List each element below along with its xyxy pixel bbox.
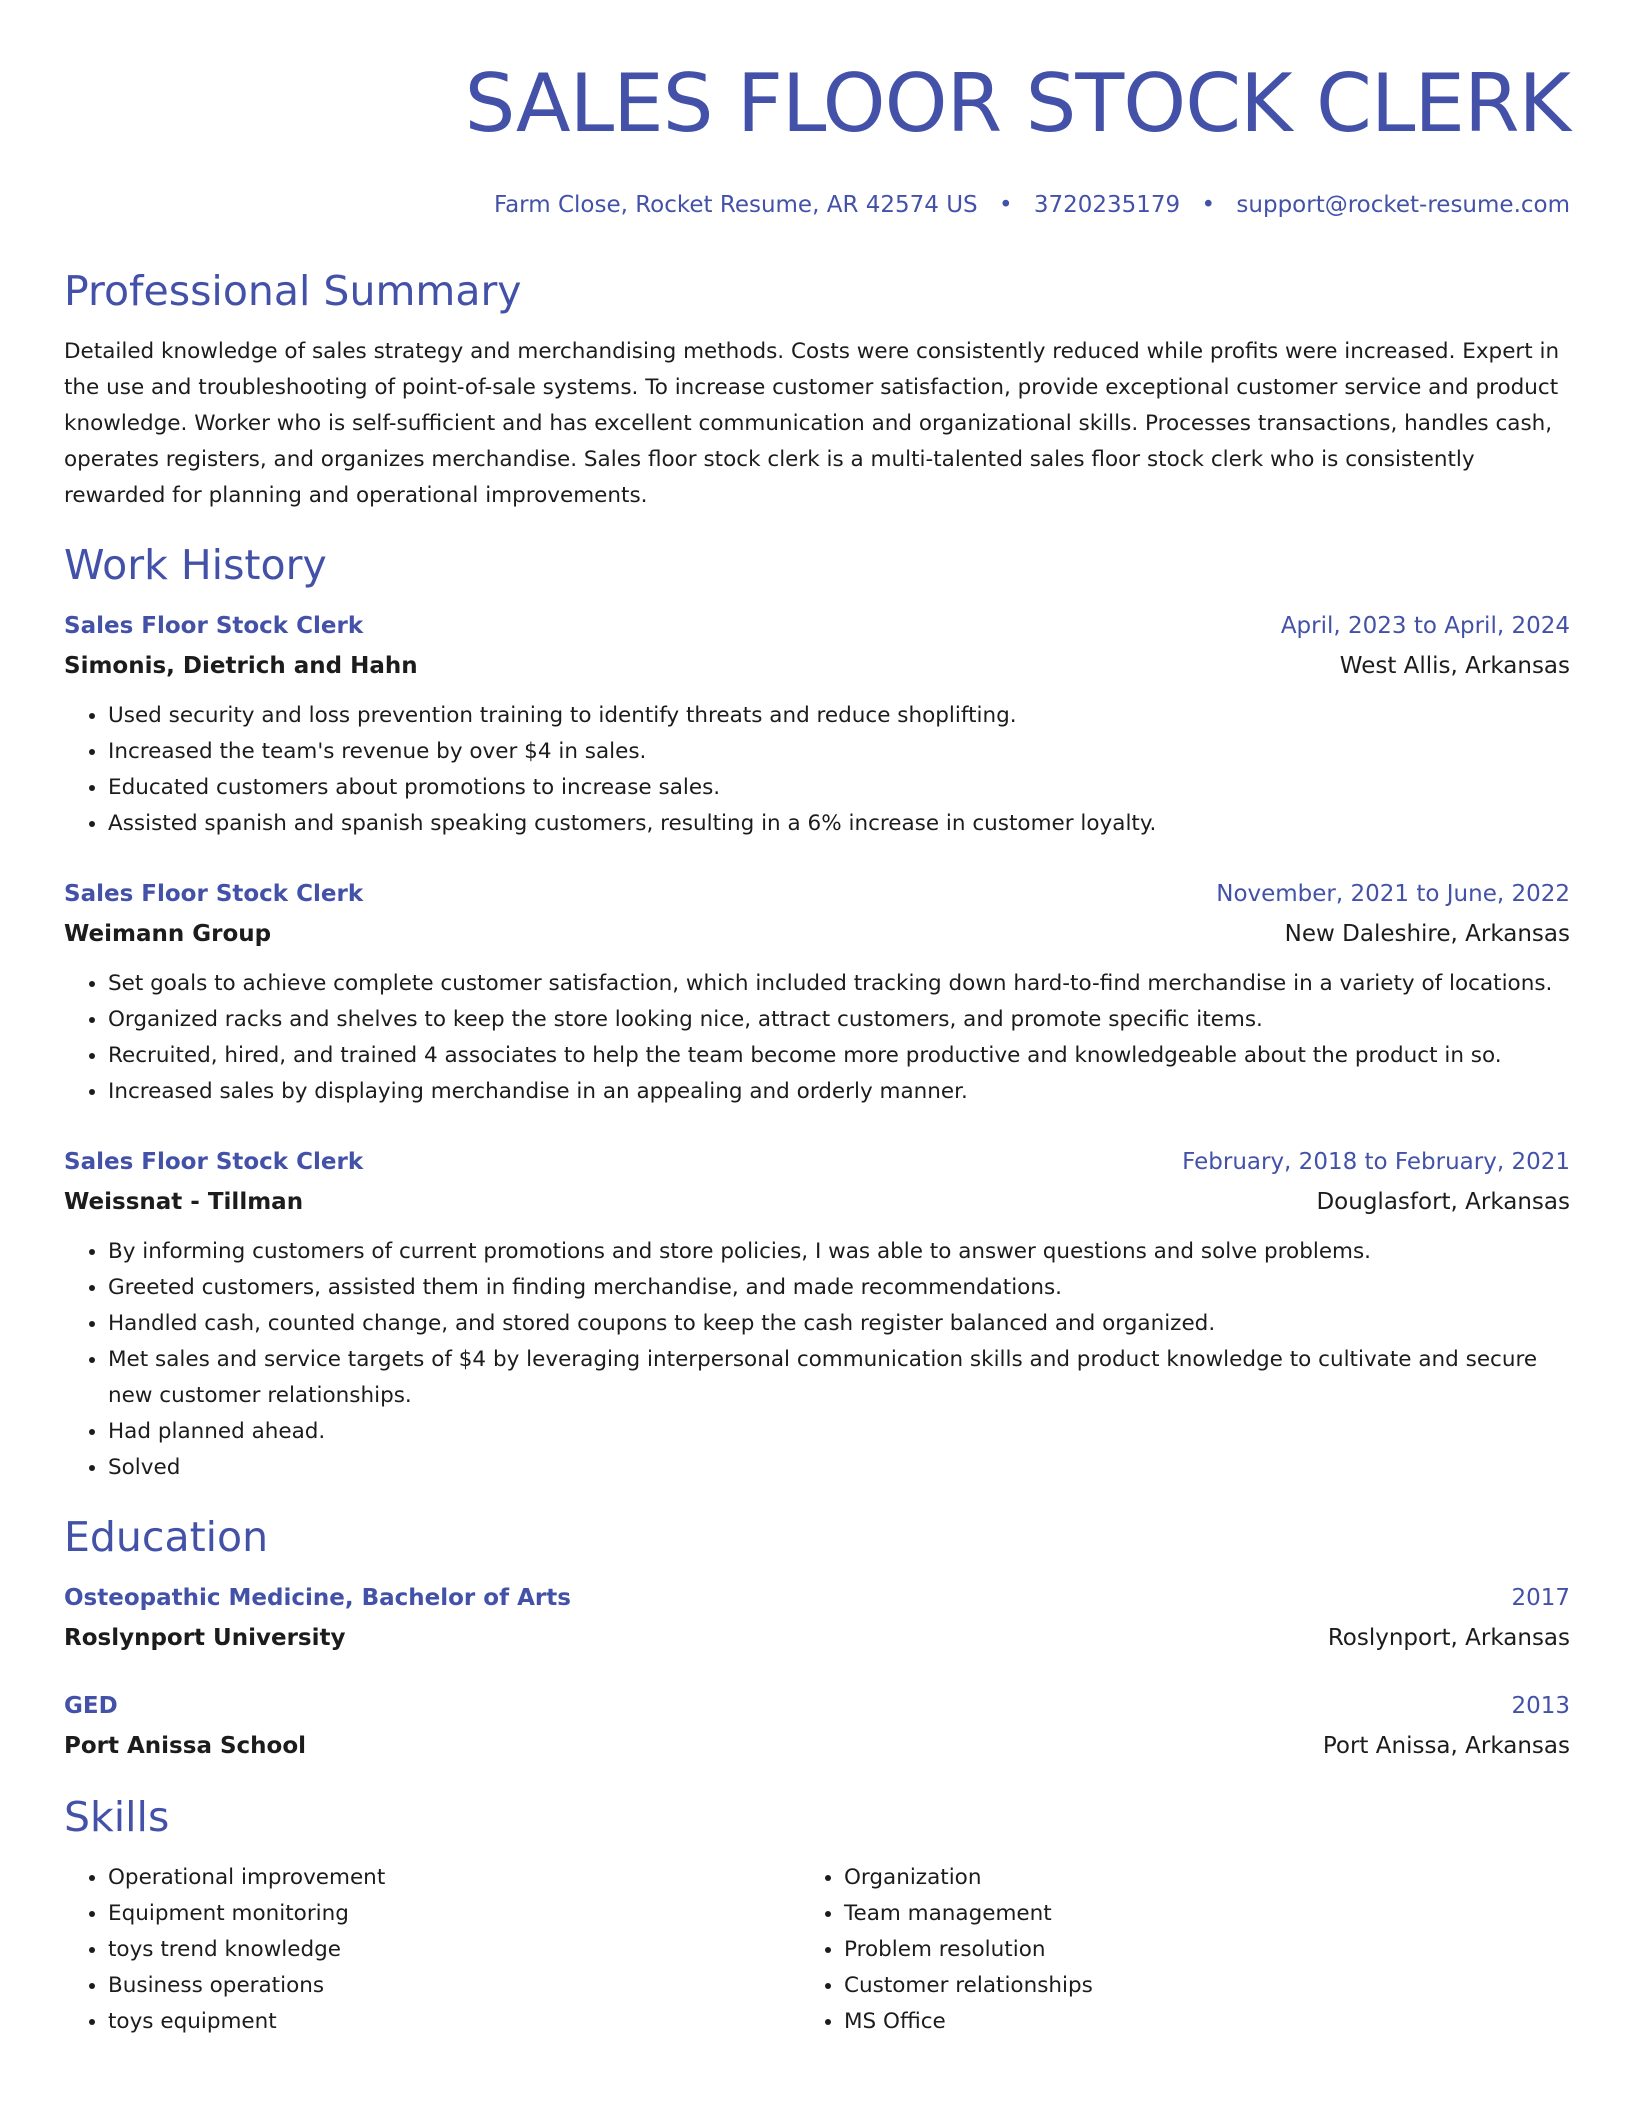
education-degree: GED — [64, 1693, 118, 1719]
skills-column-left — [64, 1860, 800, 2040]
education-location: Port Anissa, Arkansas — [1322, 1733, 1570, 1759]
skills-column-right — [800, 1860, 1536, 2040]
contact-email: support@rocket-resume.com — [1236, 192, 1570, 218]
education-degree: Osteopathic Medicine, Bachelor of Arts — [64, 1585, 571, 1611]
contact-separator: • — [998, 192, 1013, 218]
skills-heading: Skills — [64, 1793, 170, 1841]
education-school: Port Anissa School — [64, 1733, 307, 1759]
job-company: Weissnat - Tillman — [64, 1189, 304, 1215]
job-bullets — [64, 1234, 1570, 1486]
education-location: Roslynport, Arkansas — [1327, 1625, 1570, 1651]
list-item: • Used security and loss prevention training to identify threats and reduce shoplifting. — [108, 698, 1570, 734]
job-location: Douglasfort, Arkansas — [1316, 1189, 1570, 1215]
job-dates: February, 2018 to February, 2021 — [1182, 1149, 1570, 1175]
contact-line — [64, 190, 1570, 220]
list-item: • Assisted spanish and spanish speaking customers, resulting in a 6% increase in customer loyalty. — [108, 806, 1570, 842]
job-company: Simonis, Dietrich and Hahn — [64, 653, 418, 679]
skill-item: • MS Office — [844, 2004, 1536, 2040]
list-item: • Handled cash, counted change, and stored coupons to keep the cash register balanced and organized. — [108, 1306, 1570, 1342]
education-year: 2017 — [1511, 1585, 1570, 1611]
education-year: 2013 — [1511, 1693, 1570, 1719]
skill-item: • toys trend knowledge — [108, 1932, 800, 1968]
resume-name: SALES FLOOR STOCK CLERK — [464, 57, 1570, 150]
list-item: • Solved — [108, 1450, 1570, 1486]
skill-item: • toys equipment — [108, 2004, 800, 2040]
skills-list — [64, 1860, 1570, 2040]
job-location: New Daleshire, Arkansas — [1284, 921, 1570, 947]
education-heading: Education — [64, 1513, 269, 1561]
job-dates: April, 2023 to April, 2024 — [1280, 613, 1570, 639]
list-item: • Educated customers about promotions to increase sales. — [108, 770, 1570, 806]
list-item: • Met sales and service targets of $4 by leveraging interpersonal communication skills and product knowledge to cultivate and secure new customer relationships. — [108, 1342, 1570, 1414]
list-item: • Increased sales by displaying merchandise in an appealing and orderly manner. — [108, 1074, 1570, 1110]
list-item: • By informing customers of current promotions and store policies, I was able to answer questions and solve problems. — [108, 1234, 1570, 1270]
contact-address: Farm Close, Rocket Resume, AR 42574 US — [493, 192, 978, 218]
job-role: Sales Floor Stock Clerk — [64, 613, 364, 639]
job-entry — [64, 878, 1570, 1110]
summary-heading: Professional Summary — [64, 267, 522, 315]
job-dates: November, 2021 to June, 2022 — [1216, 881, 1570, 907]
contact-separator: • — [1201, 192, 1216, 218]
skill-item: • Customer relationships — [844, 1968, 1536, 2004]
work-history-heading: Work History — [64, 541, 327, 589]
list-item: • Increased the team's revenue by over $4 in sales. — [108, 734, 1570, 770]
skill-item: • Business operations — [108, 1968, 800, 2004]
job-bullets — [64, 698, 1570, 842]
skill-item: • Equipment monitoring — [108, 1896, 800, 1932]
contact-phone: 3720235179 — [1033, 192, 1181, 218]
education-entry — [64, 1690, 1570, 1762]
skill-item: • Operational improvement — [108, 1860, 800, 1896]
summary-text: Detailed knowledge of sales strategy and merchandising methods. Costs were consistently reduced while profits were increased. Expert in the use and troubleshooting of point-of-sale systems. To increase customer satisfaction, provide exceptional customer service and product knowledge. Worker who is self-sufficient and has excellent communication and organizational skills. Processes transactions, handles cash, operates registers, and organizes merchandise. Sales floor stock clerk is a multi-talented sales floor stock clerk who is consistently rewarded for planning and operational improvements. — [64, 339, 1560, 508]
list-item: • Organized racks and shelves to keep the store looking nice, attract customers, and promote specific items. — [108, 1002, 1570, 1038]
job-role: Sales Floor Stock Clerk — [64, 881, 364, 907]
job-entry — [64, 1146, 1570, 1486]
list-item: • Recruited, hired, and trained 4 associates to help the team become more productive and knowledgeable about the product in so. — [108, 1038, 1570, 1074]
job-role: Sales Floor Stock Clerk — [64, 1149, 364, 1175]
education-entry — [64, 1582, 1570, 1654]
job-entry — [64, 610, 1570, 842]
skill-item: • Organization — [844, 1860, 1536, 1896]
list-item: • Had planned ahead. — [108, 1414, 1570, 1450]
job-company: Weimann Group — [64, 921, 272, 947]
job-location: West Allis, Arkansas — [1339, 653, 1570, 679]
skill-item: • Team management — [844, 1896, 1536, 1932]
list-item: • Greeted customers, assisted them in finding merchandise, and made recommendations. — [108, 1270, 1570, 1306]
list-item: • Set goals to achieve complete customer satisfaction, which included tracking down hard-to-find merchandise in a variety of locations. — [108, 966, 1570, 1002]
skill-item: • Problem resolution — [844, 1932, 1536, 1968]
education-school: Roslynport University — [64, 1625, 346, 1651]
job-bullets — [64, 966, 1570, 1110]
